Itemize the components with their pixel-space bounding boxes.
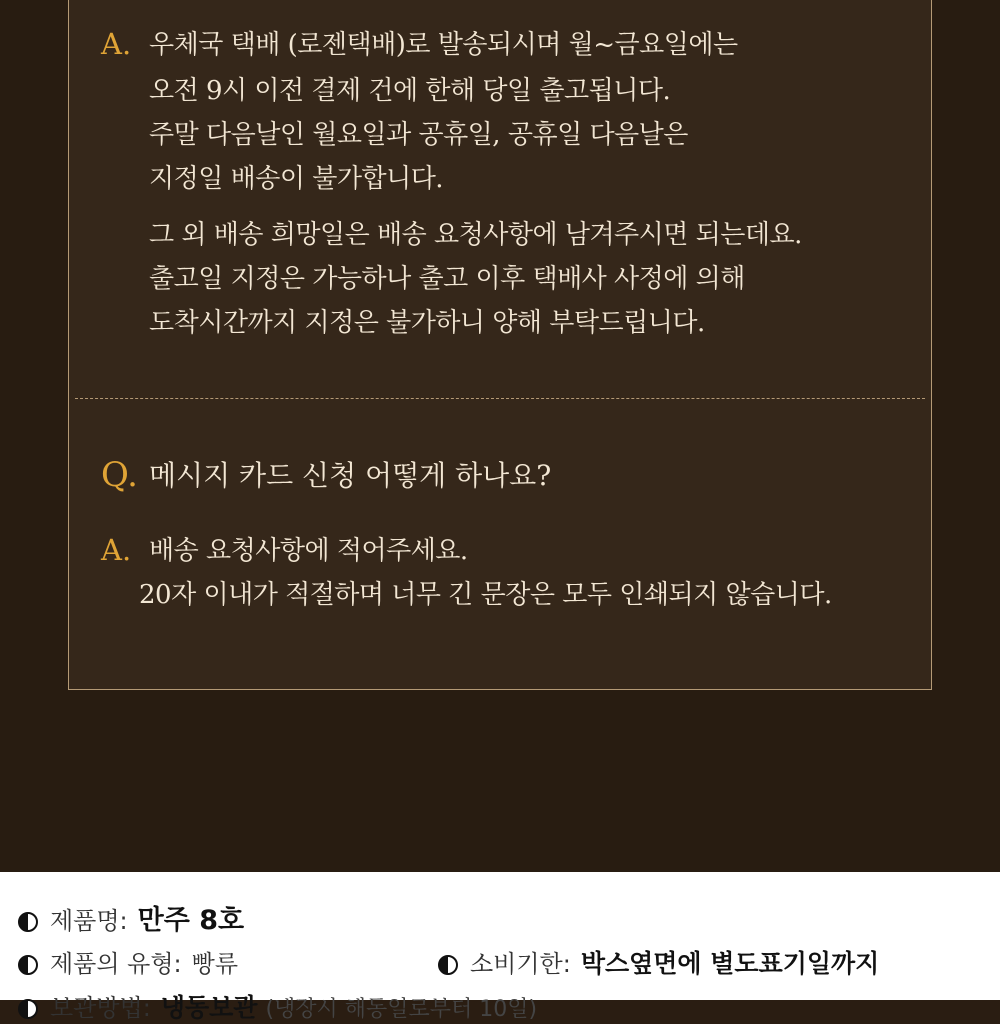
dashed-divider xyxy=(75,398,925,399)
half-filled-circle-icon xyxy=(438,955,458,975)
question-mark: Q. xyxy=(101,455,138,495)
answer-mark: A. xyxy=(101,27,132,61)
storage-row xyxy=(18,988,537,1024)
product-type-value: 빵류 xyxy=(191,950,239,978)
product-name-row xyxy=(18,898,244,937)
answer-line: 배송 요청사항에 적어주세요. xyxy=(149,536,468,566)
answer-line: 지정일 배송이 불가합니다. xyxy=(149,164,444,194)
expiry-row xyxy=(438,944,879,980)
product-name-value: 만주 8호 xyxy=(137,905,245,936)
answer-line: 출고일 지정은 가능하나 출고 이후 택배사 사정에 의해 xyxy=(149,264,745,294)
product-type-row xyxy=(18,944,238,979)
answer-line: 우체국 택배 (로젠택배)로 발송되시며 월~금요일에는 xyxy=(149,30,738,60)
product-name-label: 제품명: xyxy=(50,907,128,935)
answer-mark: A. xyxy=(101,533,132,567)
expiry-value: 박스옆면에 별도표기일까지 xyxy=(580,949,880,978)
storage-value: 냉동보관 xyxy=(160,993,258,1022)
storage-label: 보관방법: xyxy=(50,994,151,1022)
storage-note: (냉장시 해동일로부터 10일) xyxy=(265,997,538,1022)
answer-line: 주말 다음날인 월요일과 공휴일, 공휴일 다음날은 xyxy=(149,120,688,150)
product-info xyxy=(0,872,1000,1022)
answer-line: 20자 이내가 적절하며 너무 긴 문장은 모두 인쇄되지 않습니다. xyxy=(139,580,832,610)
answer-line: 그 외 배송 희망일은 배송 요청사항에 남겨주시면 되는데요. xyxy=(149,220,802,250)
expiry-label: 소비기한: xyxy=(470,950,571,978)
faq-panel xyxy=(68,0,932,690)
question-text: 메시지 카드 신청 어떻게 하나요? xyxy=(149,459,552,492)
half-filled-circle-icon xyxy=(18,999,38,1019)
answer-line: 오전 9시 이전 결제 건에 한해 당일 출고됩니다. xyxy=(149,76,671,106)
product-type-label: 제품의 유형: xyxy=(50,950,182,978)
half-filled-circle-icon xyxy=(18,912,38,932)
half-filled-circle-icon xyxy=(18,955,38,975)
answer-line: 도착시간까지 지정은 불가하니 양해 부탁드립니다. xyxy=(149,308,705,338)
